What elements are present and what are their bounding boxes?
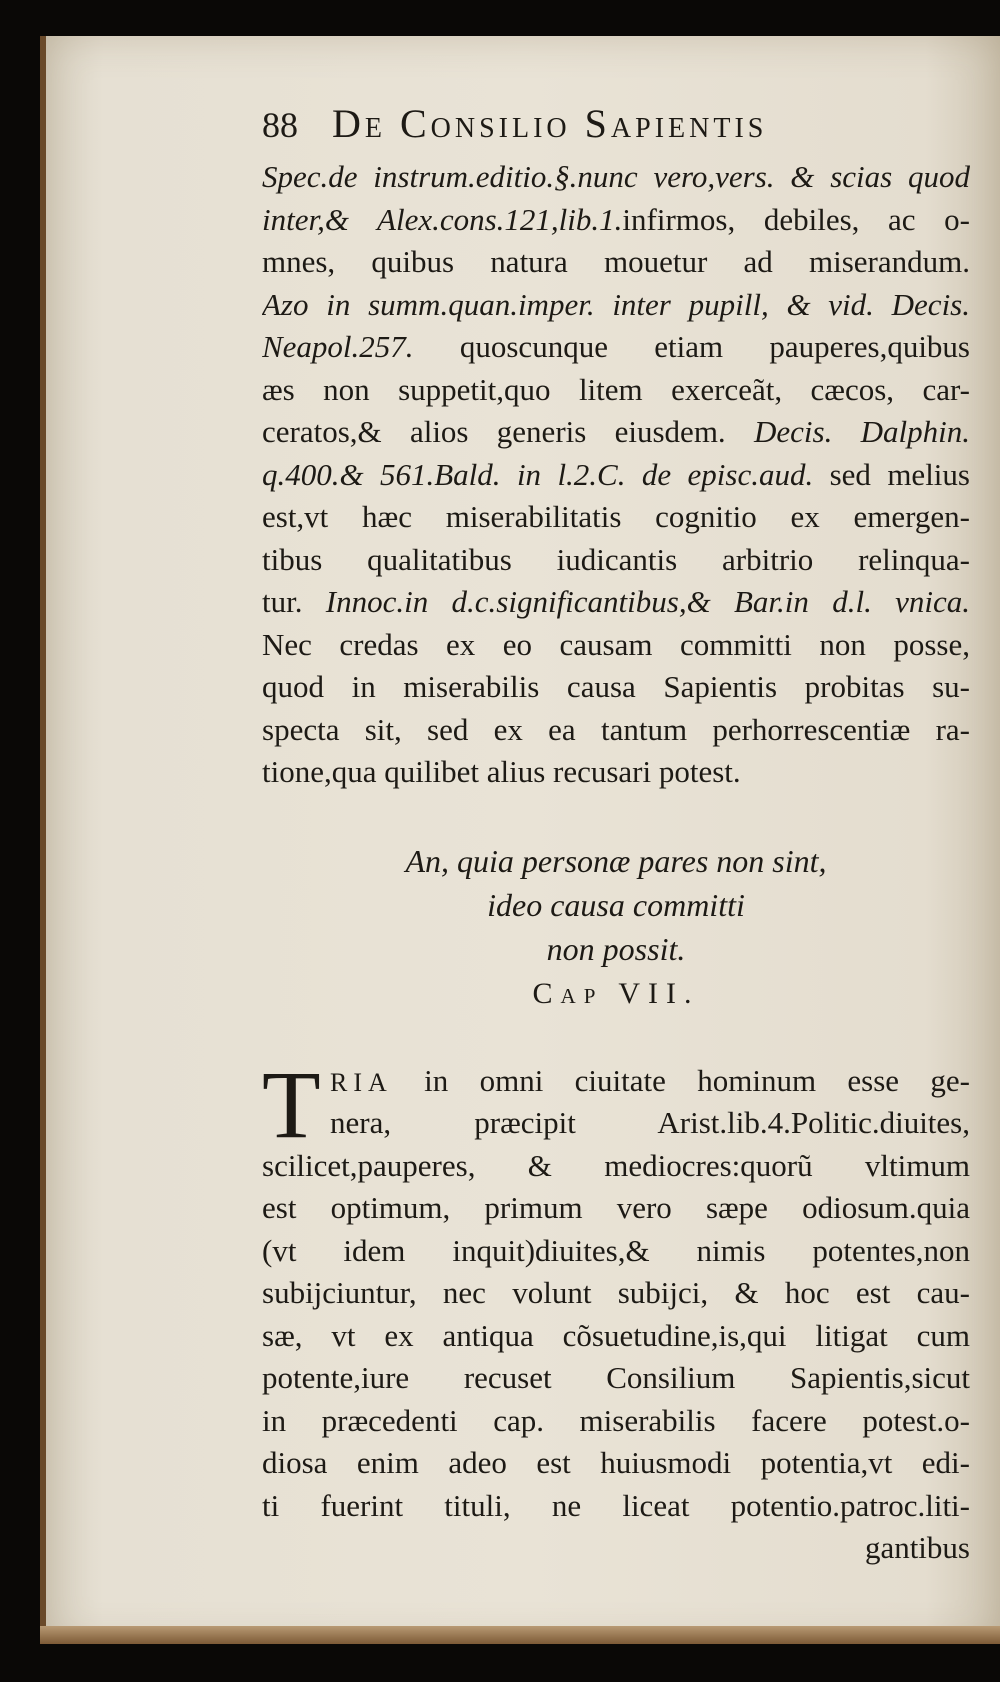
citation-text: Neapol.257. <box>262 329 414 364</box>
body-text: scilicet,pauperes, & mediocres:quorũ vltimum <box>262 1147 970 1183</box>
running-title: De Consilio Sapientis <box>332 101 768 146</box>
page-bottom-edge <box>40 1626 1000 1644</box>
paragraph-1 <box>262 156 970 794</box>
body-text: tione,qua quilibet alius recusari potest. <box>262 754 741 789</box>
text-line <box>262 241 970 284</box>
body-text: ti fuerint tituli, ne liceat potentio.patroc.liti- <box>262 1487 970 1523</box>
body-text: tibus qualitatibus iudicantis arbitrio relinqua- <box>262 541 970 577</box>
body-text: nera, præcipit Arist.lib.4.Politic.diuites, <box>330 1105 970 1140</box>
citation-text: inter,& Alex.cons.121,lib.1. <box>262 201 623 237</box>
text-line <box>262 156 970 199</box>
page-text <box>262 100 970 1570</box>
body-text: in omni ciuitate hominum esse ge- <box>392 1062 970 1098</box>
running-header <box>262 100 970 156</box>
text-line <box>262 539 970 582</box>
text-line <box>262 1145 970 1188</box>
body-text: potente,iure recuset Consilium Sapientis,sicut <box>262 1360 970 1395</box>
body-text: diosa enim adeo est huiusmodi potentia,vt edi- <box>262 1445 970 1480</box>
body-text: quoscunque etiam pauperes,quibus <box>413 329 970 364</box>
body-text: est,vt hæc miserabilitatis cognitio ex emergen- <box>262 499 970 534</box>
text-line <box>262 1485 970 1528</box>
body-text: subijciuntur, nec volunt subijci, & hoc est cau- <box>262 1275 970 1310</box>
body-text: sed melius <box>813 456 970 492</box>
body-text: ceratos,& alios generis eiusdem. <box>262 414 754 449</box>
citation-text: Azo in summ.quan.imper. inter pupill, & vid. Decis. <box>262 286 970 322</box>
citation-text: Spec.de instrum.editio.§.nunc vero,vers. & scias quod <box>262 159 970 194</box>
first-word-caps: RIA <box>330 1067 393 1097</box>
body-text: tur. <box>262 584 326 619</box>
text-line <box>262 496 970 539</box>
text-line <box>262 666 970 709</box>
text-line <box>262 326 970 369</box>
body-text: sæ, vt ex antiqua cõsuetudine,is,qui litigat cum <box>262 1317 970 1353</box>
chapter-label: Cap VII. <box>532 976 700 1010</box>
text-line <box>262 751 970 794</box>
text-line <box>262 1187 970 1230</box>
body-text: in præcedenti cap. miserabilis facere potest.o- <box>262 1402 970 1438</box>
body-text: Nec credas ex eo causam committi non posse, <box>262 626 970 662</box>
body-text: est optimum, primum vero sæpe odiosum.quia <box>262 1190 970 1225</box>
body-text: infirmos, debiles, ac o- <box>622 201 970 237</box>
text-line <box>262 1230 970 1273</box>
text-line <box>262 284 970 327</box>
body-text: specta sit, sed ex ea tantum perhorrescentiæ ra- <box>262 711 970 747</box>
citation-text: Innoc.in d.c.significantibus,& Bar.in d.l. vnica. <box>325 584 970 619</box>
chapter-heading <box>262 840 970 972</box>
body-text: æs non suppetit,quo litem exerceãt, cæcos, car- <box>262 371 970 407</box>
citation-text: q.400.& 561.Bald. in l.2.C. de episc.aud. <box>262 456 814 492</box>
text-line <box>262 709 970 752</box>
text-line <box>262 369 970 412</box>
text-line <box>262 1315 970 1358</box>
text-line <box>262 1442 970 1485</box>
citation-text: Decis. Dalphin. <box>753 414 970 449</box>
catchword: gantibus <box>864 1530 970 1565</box>
body-text: (vt idem inquit)diuites,& nimis potentes,non <box>262 1232 970 1268</box>
paragraph-2 <box>262 1050 970 1570</box>
drop-cap: T <box>262 1050 321 1158</box>
text-line <box>262 1272 970 1315</box>
text-line <box>262 454 970 497</box>
page-number: 88 <box>262 105 298 145</box>
text-line <box>262 1102 970 1145</box>
heading-line: non possit. <box>546 930 686 967</box>
text-line <box>262 624 970 667</box>
body-text: mnes, quibus natura mouetur ad miserandum. <box>262 244 970 279</box>
text-line <box>262 1060 970 1103</box>
text-line <box>262 1357 970 1400</box>
text-line <box>262 411 970 454</box>
heading-line: ideo causa committi <box>487 886 745 923</box>
text-line <box>262 199 970 242</box>
text-line <box>262 1400 970 1443</box>
heading-line: An, quia personæ pares non sint, <box>405 842 827 879</box>
body-text: quod in miserabilis causa Sapientis probitas su- <box>262 669 970 704</box>
text-line <box>262 581 970 624</box>
